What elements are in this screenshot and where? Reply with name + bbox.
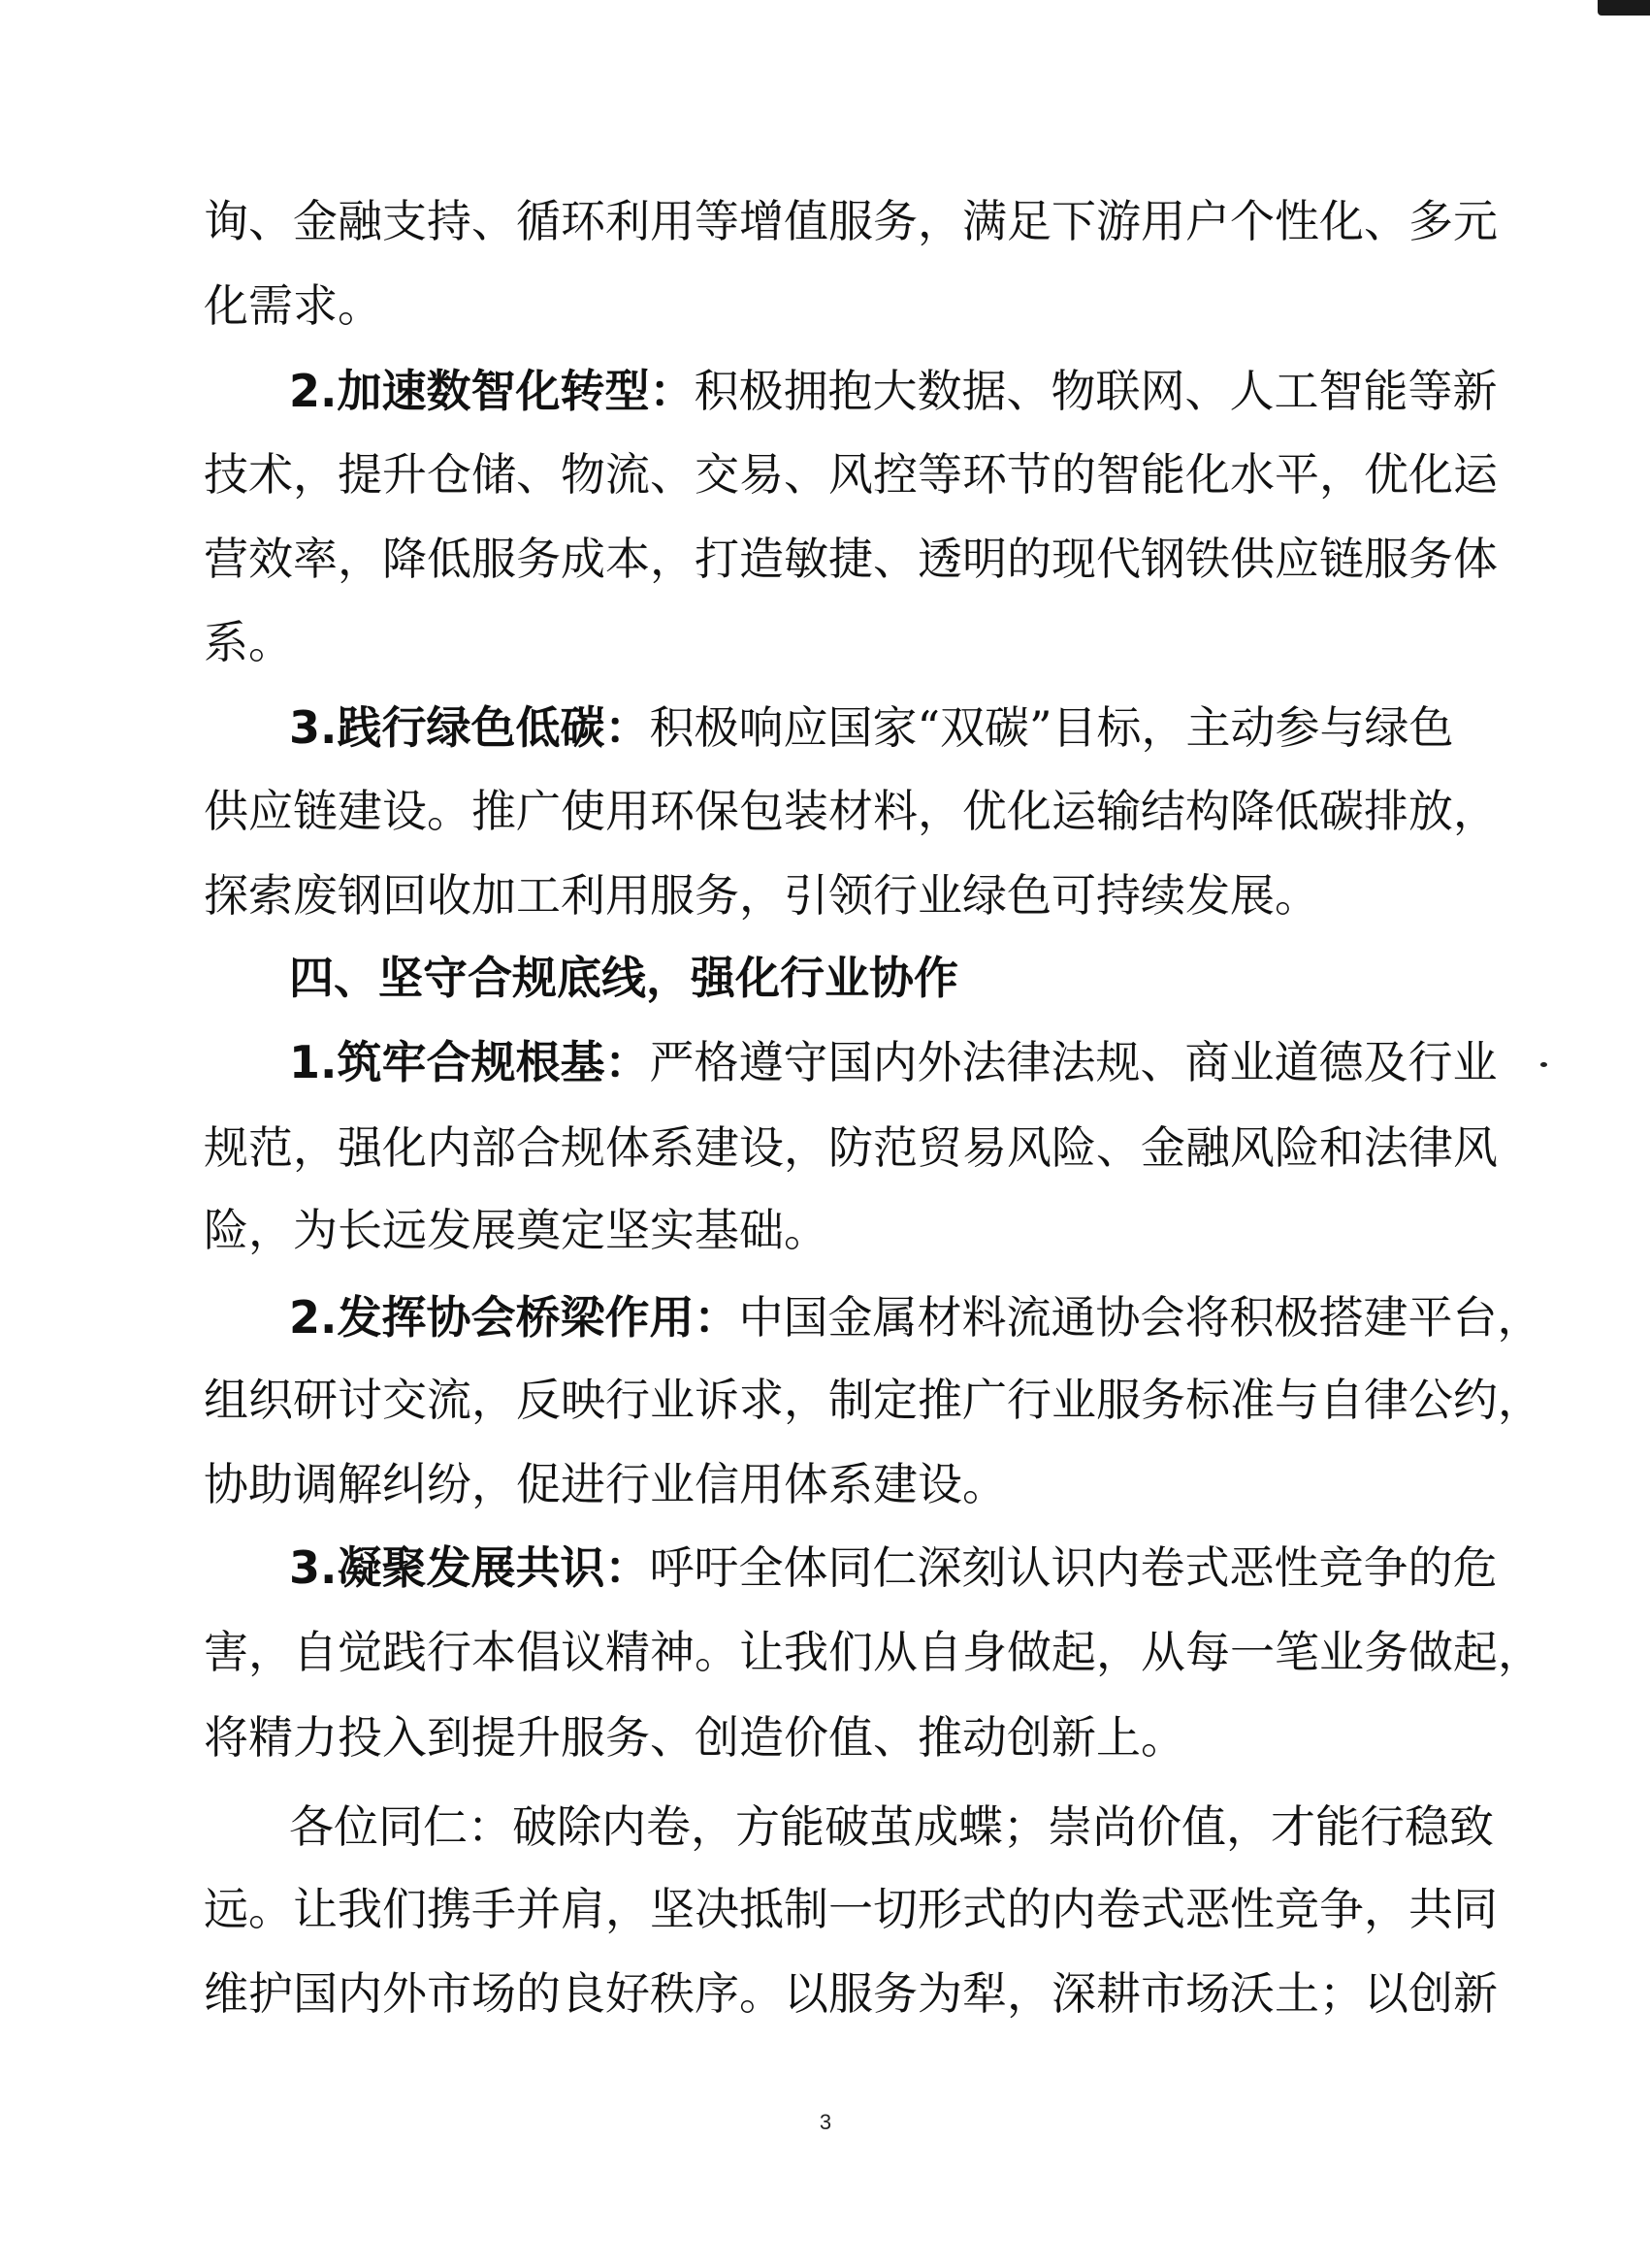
body-line: 询、金融支持、循环利用等增值服务，满足下游用户个性化、多元 xyxy=(204,195,1498,247)
item-bold-title: 践行绿色低碳： xyxy=(337,701,650,754)
numbered-item-first-line xyxy=(289,1291,1542,1344)
body-line: 维护国内外市场的良好秩序。以服务为犁，深耕市场沃土；以创新 xyxy=(204,1967,1498,2020)
page-number: 3 xyxy=(819,2110,832,2134)
body-line: 技术，提升仓储、物流、交易、风控等环节的智能化水平，优化运 xyxy=(204,448,1498,501)
closing-first-line: 各位同仁：破除内卷，方能破茧成蝶；崇尚价值，才能行稳致 xyxy=(289,1800,1494,1853)
item-number: 3. xyxy=(289,1541,338,1594)
body-line: 系。 xyxy=(204,616,293,668)
item-number: 3. xyxy=(289,701,338,754)
numbered-item-first-line xyxy=(289,1541,1498,1594)
scan-artifact-corner xyxy=(1598,0,1650,16)
body-line: 协助调解纠纷，促进行业信用体系建设。 xyxy=(204,1458,1007,1510)
scan-artifact-speck xyxy=(1540,1062,1547,1067)
body-line: 化需求。 xyxy=(204,279,382,332)
item-bold-title: 发挥协会桥梁作用： xyxy=(337,1291,739,1344)
body-line: 组织研讨交流，反映行业诉求，制定推广行业服务标准与自律公约， xyxy=(204,1374,1542,1426)
item-bold-title: 加速数智化转型： xyxy=(337,365,695,417)
item-number: 1. xyxy=(289,1036,338,1088)
body-line: 营效率，降低服务成本，打造敏捷、透明的现代钢铁供应链服务体 xyxy=(204,533,1498,585)
item-number: 2. xyxy=(289,365,338,417)
item-bold-title: 凝聚发展共识： xyxy=(337,1541,650,1594)
item-first-line-text: 积极响应国家“双碳”目标，主动参与绿色 xyxy=(649,701,1454,754)
numbered-item-first-line xyxy=(289,701,1454,754)
body-line: 将精力投入到提升服务、创造价值、推动创新上。 xyxy=(204,1711,1185,1764)
item-bold-title: 筑牢合规根基： xyxy=(337,1036,650,1088)
item-first-line-text: 中国金属材料流通协会将积极搭建平台， xyxy=(738,1291,1542,1344)
numbered-item-first-line xyxy=(289,1036,1498,1088)
section-heading: 四、坚守合规底线，强化行业协作 xyxy=(289,952,958,1004)
body-line: 险，为长远发展奠定坚实基础。 xyxy=(204,1204,828,1256)
body-line: 害，自觉践行本倡议精神。让我们从自身做起，从每一笔业务做起， xyxy=(204,1626,1542,1678)
numbered-item-first-line xyxy=(289,365,1498,417)
body-line: 供应链建设。推广使用环保包装材料，优化运输结构降低碳排放， xyxy=(204,785,1498,837)
body-line: 远。让我们携手并肩，坚决抵制一切形式的内卷式恶性竞争，共同 xyxy=(204,1883,1498,1935)
item-first-line-text: 呼吁全体同仁深刻认识内卷式恶性竞争的危 xyxy=(649,1541,1498,1594)
item-first-line-text: 积极拥抱大数据、物联网、人工智能等新 xyxy=(694,365,1498,417)
item-first-line-text: 严格遵守国内外法律法规、商业道德及行业 xyxy=(649,1036,1498,1088)
body-line: 探索废钢回收加工利用服务，引领行业绿色可持续发展。 xyxy=(204,869,1319,922)
body-line: 规范，强化内部合规体系建设，防范贸易风险、金融风险和法律风 xyxy=(204,1121,1498,1174)
item-number: 2. xyxy=(289,1291,338,1344)
